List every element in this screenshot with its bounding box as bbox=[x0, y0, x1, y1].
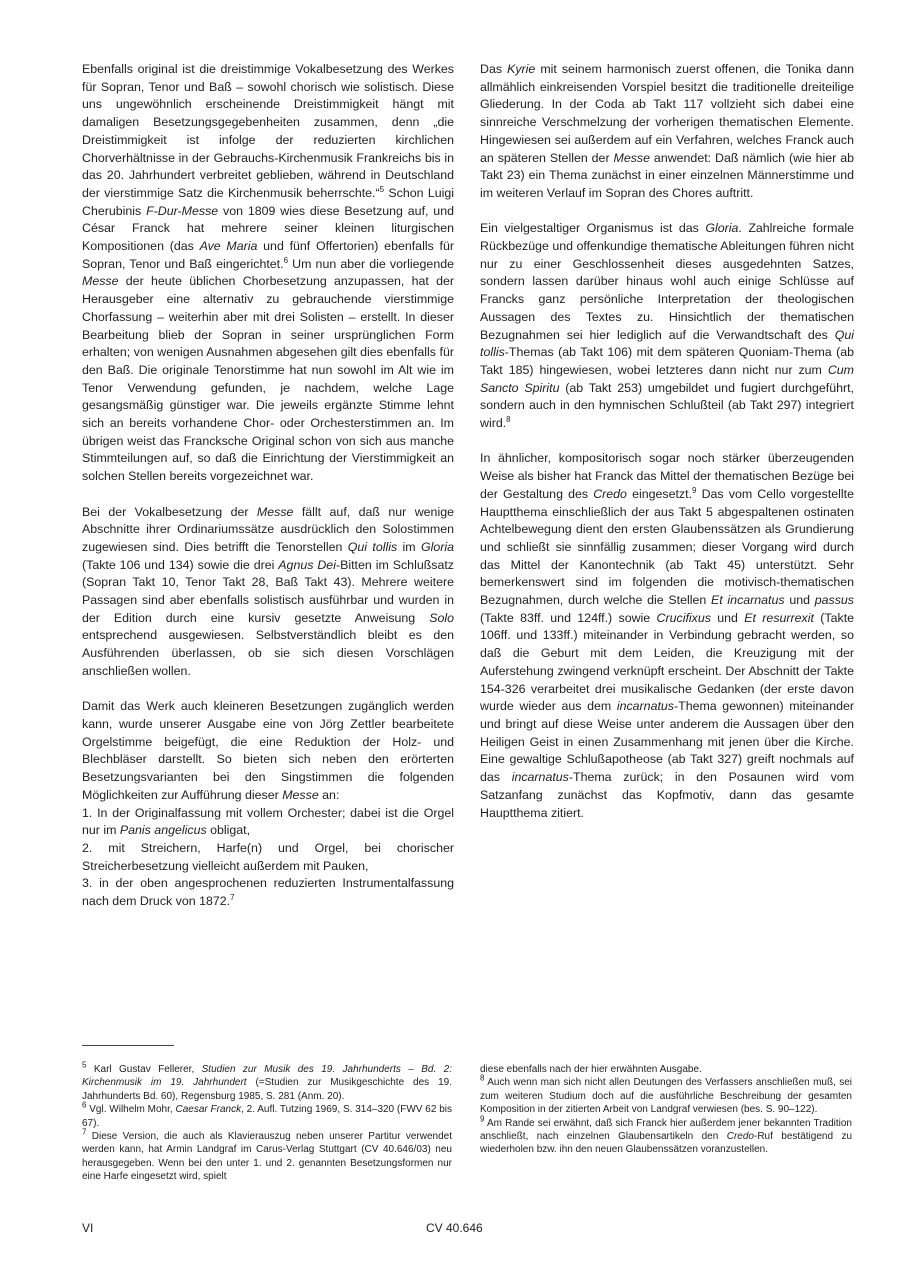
text-run: (ab Takt 253) umgebildet und fugiert durchgeführt, sondern auch in den hymnischen Schlußteil (ab Takt 297) integriert wird. bbox=[480, 380, 855, 431]
italic-text: Messe bbox=[282, 787, 319, 802]
italic-text: Panis angelicus bbox=[119, 823, 207, 838]
footnote-ref: 5 bbox=[82, 1060, 87, 1070]
text-run: (Takte 106ff. und 133ff.) miteinander in Verbindung gebracht werden, so daß die Geburt mit dem Leiden, die Kreuzigung mit der Auferstehung zwingend verknüpft erscheint. Der Abschnitt der Takte 154-326 verarbeitet drei musikalische Gedanken (der erste davon wurde wieder aus dem bbox=[480, 610, 855, 714]
paragraph bbox=[480, 61, 854, 203]
footnotes-left bbox=[82, 1060, 453, 1184]
text-run: Das vom Cello vorgestellte Hauptthema einschließlich der aus Takt 5 abgespaltenen ostinaten Achtelbewegung dient den ersten Glaubenssätzen als Grundierung und schließt sie sinnfällig zusammen; dieser Vorgang wird durch das Mittel der Kanontechnik (ab Takt 45) unterstützt. Sehr bemerkenswert sind im folgenden die motivisch-thematischen Bezugnahmen, durch welche die Stellen bbox=[480, 486, 855, 608]
text-run: , 2. Aufl. Tutzing 1969, S. 314–320 (FWV 62 bis 67). bbox=[82, 1104, 452, 1129]
italic-text: Qui tollis bbox=[480, 327, 854, 360]
text-run: Das bbox=[480, 62, 508, 76]
right-text-column bbox=[480, 61, 854, 840]
footnote bbox=[82, 1100, 452, 1130]
italic-text: passus bbox=[814, 593, 854, 608]
italic-text: Cum Sancto Spiritu bbox=[480, 362, 854, 395]
text-run: der heute üblichen Chorbesetzung anzupassen, hat der Herausgeber eine alternativ zu gebrauchende vierstimmige Chorfassung – weiterhin aber mit drei Solisten – erstellt. In dieser Bearbeitung blieb der Sopran in seiner ursprünglichen Form erhalten; von wenigen Ausnahmen abgesehen gilt dies ebenfalls für den Baß. Die originale Tenorstimme hat nun sowohl im Alt wie im Tenor Verwendung gefunden, je nachdem, welche Lage gesangsmäßig günstiger war. Die jeweils ergänzte Stimme lehnt sich an bereits vorhandene Chor- oder Orchesterstimmen an. Im übrigen weist das Francksche Original schon von sich aus manche Stimmteilungen auf, so daß die Einrichtung der Vierstimmigkeit an solchen Stellen bereits vorgezeichnet war. bbox=[82, 274, 454, 484]
text-run: Diese Version, die auch als Klavierauszug neben unserer Partitur verwendet werden kann, hat Armin Landgraf im Carus-Verlag Stuttgart (CV 40.646/03) neu herausgegeben. Wenn bei den unter 1. und 2. genannten Besetzungsformen nur eine Harfe eingesetzt wird, spielt bbox=[82, 1131, 452, 1183]
italic-text: Ave Maria bbox=[199, 239, 258, 254]
footnote-ref: 6 bbox=[283, 255, 289, 265]
text-run: mit seinem harmonisch zuerst offenen, die Tonika dann allmählich einkreisenden Vorspiel besitzt die traditionelle dreiteilige Gliederung. In der Coda ab Takt 117 vollzieht sich dabei eine sinnreiche Verschmelzung der vorherigen thematischen Elemente. Hingewiesen sei außerdem auf ein Verfahren, welches Franck auch an späteren Stellen der bbox=[480, 62, 854, 165]
footnote bbox=[82, 1060, 453, 1103]
italic-text: Credo bbox=[726, 1131, 754, 1143]
paragraph bbox=[82, 504, 454, 681]
footnote-ref: 6 bbox=[82, 1100, 87, 1110]
text-run: -Themas (ab Takt 106) mit dem späteren Quoniam-Thema (ab Takt 185) hingewiesen, wobei letzteres dann nicht nur zum bbox=[480, 345, 854, 377]
text-run: im bbox=[397, 539, 421, 554]
text-run: anwendet: Daß nämlich (wie hier ab Takt 23) ein Thema zunächst in einer einzelnen Männerstimme und im weiteren Verlauf im Sopran des Chores auftritt. bbox=[480, 150, 854, 200]
text-run: Auch wenn man sich nicht allen Deutungen des Verfassers anschließen muß, sei zum weiteren Studium doch auf die ausführliche Beschreibung der gesamten Komposition in der zitierten Arbeit von Landgraf verwiesen (bes. S. 90–122). bbox=[480, 1077, 852, 1116]
text-run: -Thema gewonnen) miteinander und bringt auf diese Weise unter anderem die Aussagen über den Heiligen Geist in einen Zusammenhang mit jenen über die Kirche. Eine gewaltige Schlußapotheose (ab Takt 327) greift nochmals auf das bbox=[480, 699, 854, 785]
text-run: Vgl. Wilhelm Mohr, bbox=[86, 1104, 176, 1116]
footnote bbox=[480, 1114, 853, 1157]
text-run: In ähnlicher, kompositorisch sogar noch stärker überzeugenden Weise als bisher hat Franck das Mittel der thematischen Bezüge bei der Gestaltung des bbox=[480, 451, 854, 501]
text-run: Bei der Vokalbesetzung der bbox=[82, 504, 257, 519]
catalog-number: CV 40.646 bbox=[426, 1221, 483, 1235]
text-run: diese ebenfalls nach der hier erwähnten Ausgabe. bbox=[480, 1064, 702, 1075]
text-run: fällt auf, daß nur wenige Abschnitte ihrer Ordinariumssätze ausdrücklich den Solostimmen zugewiesen sind. Dies betrifft die Tenorstellen bbox=[82, 504, 454, 554]
list-item bbox=[82, 840, 454, 875]
italic-text: Et incarnatus bbox=[710, 593, 785, 608]
footnote-ref: 5 bbox=[379, 184, 385, 194]
italic-text: Agnus Dei bbox=[278, 557, 336, 572]
italic-text: Kyrie bbox=[507, 62, 536, 76]
italic-text: Qui tollis bbox=[347, 539, 398, 554]
text-run: Damit das Werk auch kleineren Besetzungen zugänglich werden kann, wurde unserer Ausgabe eine von Jörg Zettler bearbeitete Orgelstimme beigefügt, die eine Reduktion der Holz- und Blechbläser darstellt. So bieten sich neben den erörterten Besetzungsvarianten bei den Singstimmen die folgenden Möglichkeiten zur Aufführung dieser bbox=[82, 699, 454, 802]
italic-text: Gloria bbox=[705, 221, 739, 236]
footnote bbox=[480, 1076, 852, 1116]
paragraph bbox=[480, 220, 854, 432]
text-run: von 1809 wies diese Besetzung auf, und César Franck hat mehrere seiner kleinen liturgischen Kompositionen (das bbox=[82, 203, 454, 254]
footnote-ref: 8 bbox=[506, 414, 511, 424]
italic-text: Messe bbox=[613, 150, 650, 165]
italic-text: Gloria bbox=[420, 539, 455, 554]
text-run: (=Studien zur Musikgeschichte des 19. Jahrhunderts Bd. 60), Regensburg 1985, S. 281 (Anm. 20). bbox=[82, 1077, 452, 1102]
italic-text: Credo bbox=[593, 486, 627, 501]
italic-text: Messe bbox=[256, 504, 294, 519]
footnote-divider bbox=[82, 1045, 174, 1046]
italic-text: F-Dur-Messe bbox=[146, 203, 219, 218]
italic-text: Studien zur Musik des 19. Jahrhunderts – Bd. 2: Kirchenmusik im 19. Jahrhundert bbox=[82, 1064, 453, 1089]
text-run: -Bitten im Schlußsatz (Sopran Takt 10, Tenor Takt 28, Baß Takt 43). Mehrere weitere Passagen sind aber ebenfalls solistisch ausführbar und wurden in der Edition durch eine kursiv gesetzte Anweisung bbox=[82, 557, 455, 625]
page-number: VI bbox=[82, 1221, 94, 1235]
text-run: und fünf Offertorien) ebenfalls für Sopran, Tenor und Baß eingerichtet. bbox=[82, 239, 454, 271]
paragraph bbox=[82, 698, 454, 804]
footnote-ref: 7 bbox=[230, 892, 235, 902]
paragraph bbox=[82, 61, 454, 486]
text-run: Schon Luigi Cherubinis bbox=[82, 185, 455, 218]
footnote-ref: 7 bbox=[82, 1127, 87, 1137]
text-run: an: bbox=[318, 787, 340, 802]
list-item bbox=[82, 805, 454, 840]
text-run: Um nun aber die vorliegende bbox=[288, 256, 454, 271]
footnote-ref: 9 bbox=[692, 485, 697, 495]
text-run: und bbox=[710, 610, 745, 625]
list-item bbox=[82, 875, 454, 910]
text-run: obligat, bbox=[206, 823, 251, 838]
text-run: Ebenfalls original ist die dreistimmige Vokalbesetzung des Werkes für Sopran, Tenor und Baß – sowohl chorisch wie solistisch. Diese uns ungewöhnlich erscheinende Dreistimmigkeit hängt mit damaligen Besetzungsgegebenheiten zusammen, denn „die Dreistimmigkeit ist infolge der reduzierten kirchlichen Chorverhältnisse in der Gebrauchs-Kirchenmusik Frankreichs bis in das 20. Jahrhundert verbreitet geblieben, während in Deutschland der vierstimmige Satz die Kirchenmusik beherrschte.“ bbox=[82, 62, 454, 200]
text-run: -Ruf bestätigend zu wiederholen bzw. ihn den neuen Glaubenssätzen voranzustellen. bbox=[480, 1131, 853, 1156]
italic-text: incarnatus bbox=[616, 699, 674, 714]
text-run: entsprechend ausgewiesen. Selbstverständlich bleibt es den Ausführenden überlassen, ob sie sich diesen Vorschlägen anschließen wollen. bbox=[82, 628, 454, 678]
text-run: 1. In der Originalfassung mit vollem Orchester; dabei ist die Orgel nur im bbox=[82, 805, 454, 838]
text-run: 2. mit Streichern, Harfe(n) und Orgel, bei chorischer Streicherbesetzung vielleicht außerdem mit Pauken, bbox=[82, 840, 454, 873]
text-run: (Takte 106 und 134) sowie die drei bbox=[82, 557, 279, 572]
footnote-ref: 8 bbox=[480, 1074, 485, 1084]
footnote bbox=[82, 1127, 452, 1184]
text-run: und bbox=[784, 593, 815, 608]
text-run: . Zahlreiche formale Rückbezüge und offenkundige thematische Ableitungen führen nicht nur zu einer Geschlossenheit dieses ausgedehnten Satzes, sondern lassen darüber hinaus wohl auch einige Schlüsse auf Francks ganz persönliche Interpretation der theologischen Aussagen des Textes zu. Hinsichtlich der thematischen Bezugnahmen sei hier lediglich auf die Verwandtschaft des bbox=[480, 221, 854, 342]
footnotes-right bbox=[480, 1063, 852, 1157]
left-text-column bbox=[82, 61, 454, 911]
text-run: Karl Gustav Fellerer, bbox=[86, 1064, 202, 1075]
italic-text: Messe bbox=[82, 274, 119, 289]
text-run: 3. in der oben angesprochenen reduzierten Instrumentalfassung nach dem Druck von 1872. bbox=[82, 876, 454, 909]
text-run: (Takte 83ff. und 124ff.) sowie bbox=[480, 610, 657, 625]
italic-text: incarnatus bbox=[511, 770, 569, 785]
text-run: -Thema zurück; in den Posaunen wird vom Satzanfang zunächst das Kopfmotiv, dann das gesamte Hauptthema zitiert. bbox=[480, 770, 855, 820]
text-run: eingesetzt. bbox=[626, 486, 693, 501]
italic-text: Crucifixus bbox=[656, 610, 711, 625]
italic-text: Solo bbox=[429, 610, 454, 625]
text-run: Am Rande sei erwähnt, daß sich Franck hier außerdem jener bekannten Tradition anschließt, nach einzelnen Glaubensartikeln den bbox=[480, 1117, 852, 1143]
italic-text: Caesar Franck bbox=[175, 1104, 242, 1116]
italic-text: Et resurrexit bbox=[744, 610, 814, 625]
footnote-ref: 9 bbox=[480, 1114, 485, 1124]
paragraph bbox=[480, 450, 854, 822]
footnote bbox=[480, 1063, 852, 1076]
text-run: Ein vielgestaltiger Organismus ist das bbox=[480, 221, 706, 236]
